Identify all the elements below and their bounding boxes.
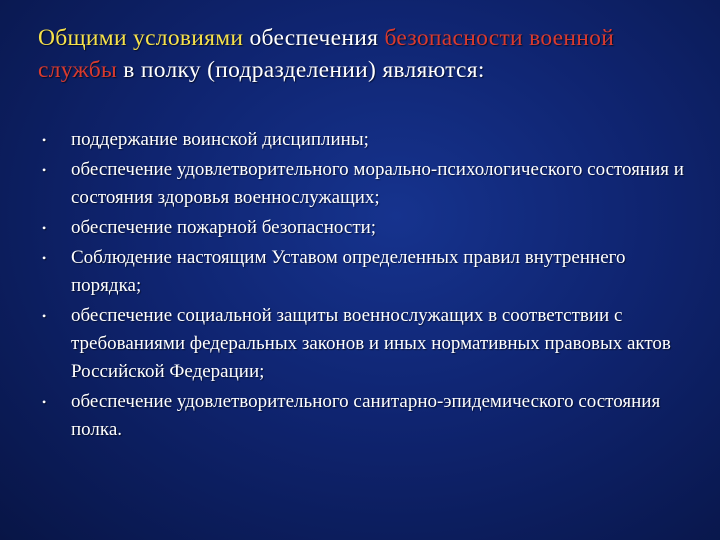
bullet-text: обеспечение социальной защиты военнослужащих в соответствии с требованиями федеральных законов и иных нормативных правовых актов Российской Федерации; <box>71 305 671 382</box>
bullet-dot-icon: • <box>42 309 47 323</box>
bullet-list <box>38 126 698 446</box>
bullet-item-social-protection <box>38 302 698 386</box>
heading-highlight-conditions: Общими условиями <box>38 25 244 51</box>
bullet-item-morale <box>38 156 698 212</box>
bullet-item-fire-safety <box>38 214 698 242</box>
bullet-text: обеспечение удовлетворительного морально-психологического состояния и состояния здоровья военнослужащих; <box>71 159 684 208</box>
bullet-text: обеспечение пожарной безопасности; <box>71 217 377 238</box>
heading-text-provision: обеспечения <box>243 25 385 51</box>
bullet-text: обеспечение удовлетворительного санитарно-эпидемического состояния полка. <box>71 391 661 440</box>
bullet-dot-icon: • <box>42 251 47 265</box>
slide-heading <box>38 22 678 86</box>
bullet-dot-icon: • <box>42 395 47 409</box>
bullet-dot-icon: • <box>42 133 47 147</box>
bullet-item-discipline <box>38 126 698 154</box>
bullet-dot-icon: • <box>42 163 47 177</box>
bullet-item-sanitary <box>38 388 698 444</box>
heading-text-regiment: в полку (подразделении) являются: <box>117 57 485 83</box>
bullet-text: Соблюдение настоящим Уставом определенных правил внутреннего порядка; <box>71 247 626 296</box>
heading-highlight-safety: безопасности военной службы <box>38 25 615 83</box>
bullet-dot-icon: • <box>42 221 47 235</box>
bullet-item-internal-order <box>38 244 698 300</box>
bullet-text: поддержание воинской дисциплины; <box>71 129 369 150</box>
